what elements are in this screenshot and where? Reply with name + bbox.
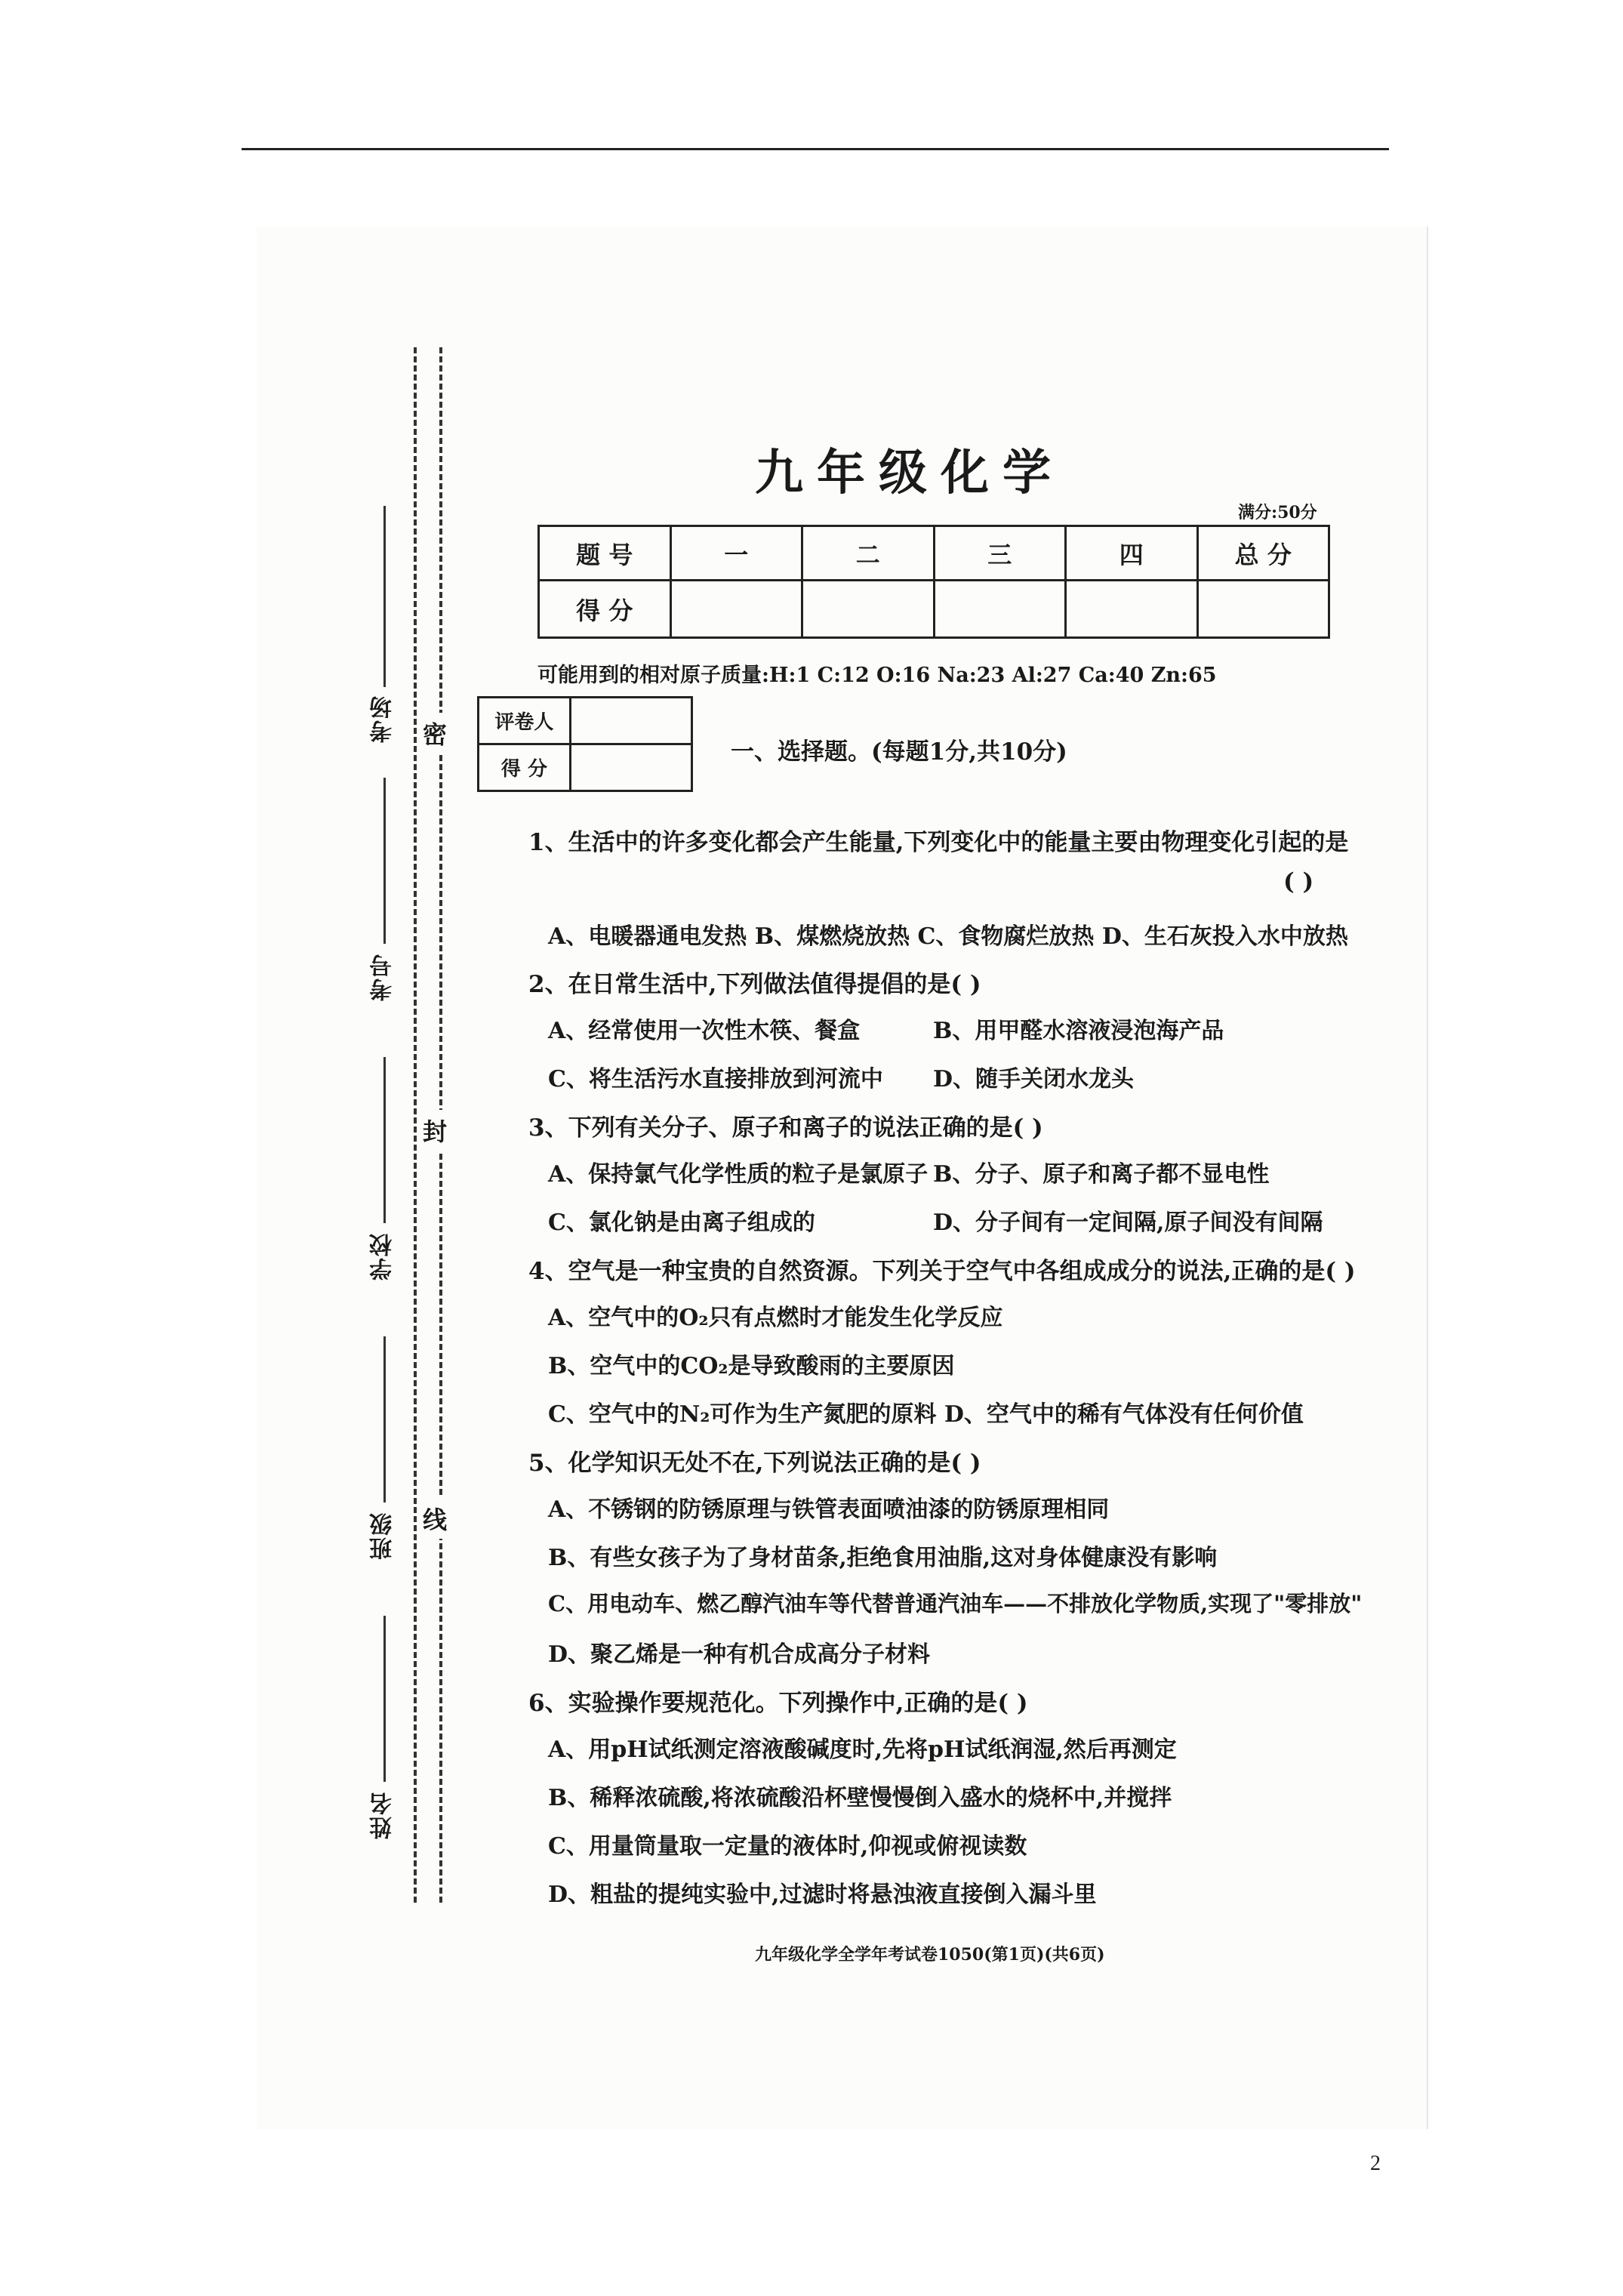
score-table-header-cell: 总 分 xyxy=(1197,526,1329,581)
question-1-answer-bracket[interactable]: ( ) xyxy=(1283,868,1314,895)
binding-dashed-line-outer xyxy=(414,347,417,1903)
score-cell[interactable] xyxy=(1066,581,1198,638)
question-3-stem: 3、下列有关分子、原子和离子的说法正确的是( ) xyxy=(528,1114,1043,1142)
score-table-header-cell: 题 号 xyxy=(539,526,671,581)
exam-number-label: 考号 xyxy=(370,953,396,1001)
reviewer-score-cell[interactable] xyxy=(570,744,691,791)
question-2-option-a: A、经常使用一次性木筷、餐盒 xyxy=(548,1018,861,1044)
exam-room-label: 考场 xyxy=(370,695,396,743)
top-rule xyxy=(242,148,1389,150)
school-label: 学校 xyxy=(370,1232,396,1281)
question-4-option-c-d: C、空气中的N₂可作为生产氮肥的原料 D、空气中的稀有气体没有任何价值 xyxy=(548,1401,1304,1428)
question-5-option-b: B、有些女孩子为了身材苗条,拒绝食用油脂,这对身体健康没有影响 xyxy=(548,1545,1218,1571)
reviewer-score-label: 得 分 xyxy=(479,744,571,791)
question-6-stem: 6、实验操作要规范化。下列操作中,正确的是( ) xyxy=(528,1690,1028,1717)
score-table xyxy=(537,525,1330,639)
score-table-header-cell: 四 xyxy=(1066,526,1198,581)
reviewer-table xyxy=(477,696,693,792)
score-table-header-cell: 三 xyxy=(934,526,1066,581)
name-blank[interactable] xyxy=(383,1616,386,1782)
reviewer-label: 评卷人 xyxy=(479,698,571,744)
question-5-stem: 5、化学知识无处不在,下列说法正确的是( ) xyxy=(528,1450,981,1477)
full-score: 满分:50分 xyxy=(1238,503,1317,522)
question-3-option-b: B、分子、原子和离子都不显电性 xyxy=(933,1161,1270,1188)
question-5-option-d: D、聚乙烯是一种有机合成高分子材料 xyxy=(548,1641,931,1668)
question-2-stem: 2、在日常生活中,下列做法值得提倡的是( ) xyxy=(528,971,981,998)
question-4-option-b: B、空气中的CO₂是导致酸雨的主要原因 xyxy=(548,1353,955,1379)
section-title: 一、选择题。(每题1分,共10分) xyxy=(731,738,1067,766)
question-1-options: A、电暖器通电发热 B、煤燃烧放热 C、食物腐烂放热 D、生石灰投入水中放热 xyxy=(548,923,1348,950)
question-4-stem: 4、空气是一种宝贵的自然资源。下列关于空气中各组成成分的说法,正确的是( ) xyxy=(528,1258,1356,1285)
score-table-header-cell: 一 xyxy=(670,526,802,581)
reviewer-cell[interactable] xyxy=(570,698,691,744)
question-3-option-c: C、氯化钠是由离子组成的 xyxy=(548,1210,815,1236)
question-6-option-a: A、用pH试纸测定溶液酸碱度时,先将pH试纸润湿,然后再测定 xyxy=(548,1737,1177,1763)
question-6-option-c: C、用量筒量取一定量的液体时,仰视或俯视读数 xyxy=(548,1833,1027,1860)
exam-footer: 九年级化学全学年考试卷1050(第1页)(共6页) xyxy=(755,1945,1105,1965)
class-label: 班级 xyxy=(370,1512,396,1560)
class-blank[interactable] xyxy=(383,1336,386,1502)
question-5-option-a: A、不锈钢的防锈原理与铁管表面喷油漆的防锈原理相同 xyxy=(548,1496,1110,1523)
score-cell[interactable] xyxy=(934,581,1066,638)
exam-number-blank[interactable] xyxy=(383,778,386,944)
score-table-row-label: 得 分 xyxy=(539,581,671,638)
question-2-option-c: C、将生活污水直接排放到河流中 xyxy=(548,1066,883,1093)
exam-room-blank[interactable] xyxy=(383,506,386,687)
question-6-option-d: D、粗盐的提纯实验中,过滤时将悬浊液直接倒入漏斗里 xyxy=(548,1881,1097,1908)
exam-title: 九年级化学 xyxy=(755,445,1064,501)
page-number: 2 xyxy=(1370,2152,1381,2175)
question-6-option-b: B、稀释浓硫酸,将浓硫酸沿杯壁慢慢倒入盛水的烧杯中,并搅拌 xyxy=(548,1785,1172,1811)
question-2-option-d: D、随手关闭水龙头 xyxy=(933,1066,1135,1093)
score-cell[interactable] xyxy=(670,581,802,638)
seal-char-xian: 线 xyxy=(423,1498,447,1539)
score-table-score-row xyxy=(539,581,1329,638)
seal-char-feng: 封 xyxy=(423,1110,447,1151)
score-cell[interactable] xyxy=(1197,581,1329,638)
question-4-option-a: A、空气中的O₂只有点燃时才能发生化学反应 xyxy=(548,1305,1003,1331)
question-1-stem: 1、生活中的许多变化都会产生能量,下列变化中的能量主要由物理变化引起的是 xyxy=(528,829,1349,856)
question-3-option-d: D、分子间有一定间隔,原子间没有间隔 xyxy=(933,1210,1323,1236)
name-label: 姓名 xyxy=(370,1791,396,1839)
question-2-option-b: B、用甲醛水溶液浸泡海产品 xyxy=(933,1018,1224,1044)
question-3-option-a: A、保持氯气化学性质的粒子是氯原子 xyxy=(548,1161,929,1188)
atomic-masses: 可能用到的相对原子质量:H:1 C:12 O:16 Na:23 Al:27 Ca:40 Zn:65 xyxy=(537,664,1217,687)
question-5-option-c: C、用电动车、燃乙醇汽油车等代替普通汽油车——不排放化学物质,实现了"零排放" xyxy=(548,1591,1363,1616)
school-blank[interactable] xyxy=(383,1057,386,1223)
seal-char-mi: 密 xyxy=(423,713,447,754)
score-cell[interactable] xyxy=(802,581,935,638)
score-table-header-row xyxy=(539,526,1329,581)
score-table-header-cell: 二 xyxy=(802,526,935,581)
